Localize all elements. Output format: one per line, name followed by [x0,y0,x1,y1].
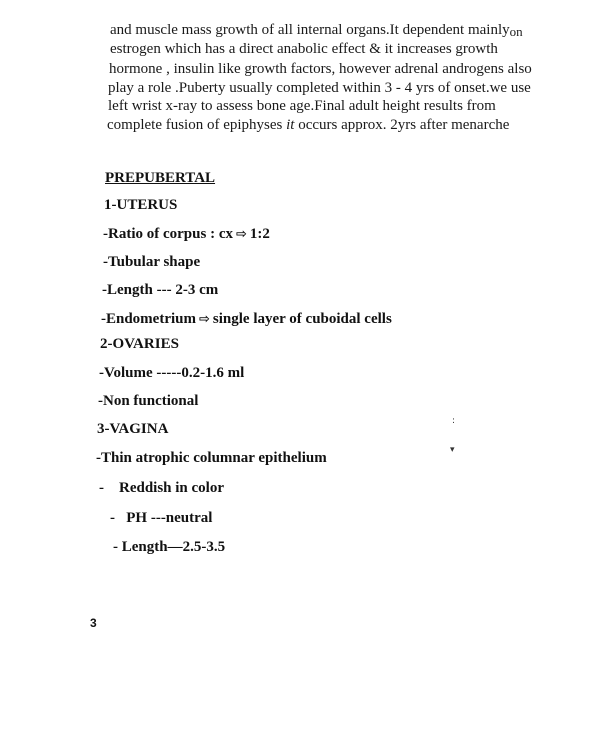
intro-line-3: hormone , insulin like growth factors, however adrenal androgens also [109,61,532,77]
uterus-ratio-value: 1:2 [249,226,270,242]
ovaries-volume: -Volume -----0.2-1.6 ml [99,365,245,381]
uterus-length: -Length --- 2-3 cm [102,282,219,298]
intro-line-2: estrogen which has a direct anabolic effect & it increases growth [110,41,498,57]
uterus-endometrium [101,311,392,328]
vagina-length: - Length—2.5-3.5 [113,539,226,555]
ovaries-heading: 2-OVARIES [100,336,179,352]
right-arrow-icon: ⇨ [199,312,210,327]
page-number: 3 [90,616,97,630]
intro-line-5: left wrist x-ray to assess bone age.Final adult height results from [108,98,496,114]
vagina-color: - Reddish in color [99,480,225,496]
uterus-endometrium-label: -Endometrium [101,311,196,327]
uterus-ratio-label: -Ratio of corpus : cx [103,226,233,242]
section-title: PREPUBERTAL [105,170,216,186]
right-arrow-icon: ⇨ [235,227,247,242]
intro-line-6 [107,115,509,135]
intro-line-1-tail: on [509,24,523,39]
vagina-epithelium: -Thin atrophic columnar epithelium [96,450,327,466]
uterus-endometrium-value: single layer of cuboidal cells [212,311,392,327]
intro-line-1-text: and muscle mass growth of all internal organs.It dependent mainly [110,22,510,38]
intro-line-6-tail: occurs approx. 2yrs after menarche [294,117,510,133]
vagina-ph: - PH ---neutral [110,510,213,526]
ovaries-function: -Non functional [98,393,199,409]
intro-line-6-italic: it [286,117,295,133]
uterus-heading: 1-UTERUS [104,197,178,213]
scan-speck-mark: : [452,416,456,426]
uterus-ratio [103,226,270,243]
intro-line-4: play a role .Puberty usually completed within 3 - 4 yrs of onset.we use [108,80,531,96]
vagina-heading: 3-VAGINA [97,421,169,437]
uterus-shape: -Tubular shape [103,254,201,270]
scan-speck-mark: ▾ [450,445,455,455]
intro-line-6-text: complete fusion of epiphyses [107,117,287,133]
